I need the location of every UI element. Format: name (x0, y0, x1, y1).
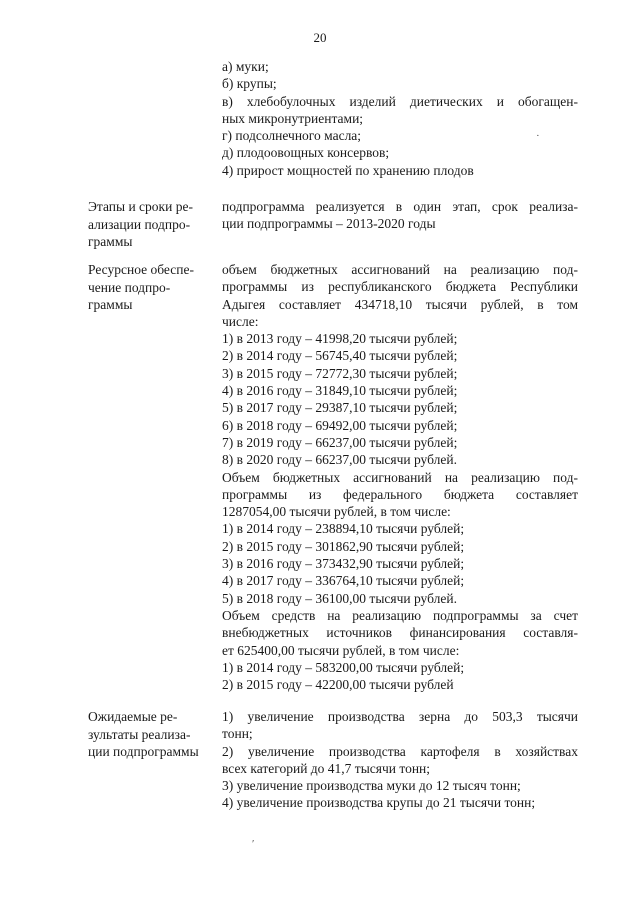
scan-speck: · (536, 130, 540, 142)
text-line: 4) в 2016 году – 31849,10 тысячи рублей; (222, 383, 458, 399)
results-content (222, 708, 578, 812)
text-line: 4) в 2017 году – 336764,10 тысячи рублей; (222, 573, 465, 589)
label-line: Этапы и сроки ре- (88, 199, 193, 214)
label-line: ции подпрограммы (88, 744, 199, 759)
text-line: 2) в 2014 году – 56745,40 тысячи рублей; (222, 348, 458, 364)
label-line: чение подпро- (88, 279, 171, 295)
text-line: 2) в 2015 году – 301862,90 тысячи рублей; (222, 538, 465, 554)
page-number: 20 (313, 30, 327, 45)
text-line: 3) в 2016 году – 373432,90 тысячи рублей; (222, 556, 465, 572)
list-item: в) хлебобулочных изделий диетических и обогащен- (222, 93, 578, 109)
top-list (222, 58, 578, 179)
list-item: 4) прирост мощностей по хранению плодов (222, 162, 474, 178)
text-line: 2) увеличение производства картофеля в хозяйствах (222, 743, 578, 759)
text-line: 1) увеличение производства зерна до 503,3 тысячи (222, 709, 578, 724)
text-line: ции подпрограммы – 2013-2020 годы (222, 216, 436, 232)
list-item: ных микронутриентами; (222, 110, 364, 126)
label-line: Ожидаемые ре- (88, 709, 178, 724)
text-line: 1) в 2013 году – 41998,20 тысячи рублей; (222, 331, 458, 347)
text-line: 3) в 2015 году – 72772,30 тысячи рублей; (222, 365, 458, 381)
list-item: а) муки; (222, 59, 269, 74)
text-line: 5) в 2017 году – 29387,10 тысячи рублей; (222, 400, 458, 416)
resources-content (222, 261, 578, 693)
text-line: числе: (222, 313, 259, 329)
text-line: 8) в 2020 году – 66237,00 тысячи рублей. (222, 452, 457, 468)
results-label (88, 708, 206, 761)
text-line: программы из федерального бюджета составляет (222, 486, 578, 502)
text-line: 1) в 2014 году – 583200,00 тысячи рублей; (222, 659, 465, 675)
text-line: 6) в 2018 году – 69492,00 тысячи рублей; (222, 417, 458, 433)
text-line: 5) в 2018 году – 36100,00 тысячи рублей. (222, 590, 457, 606)
label-line: граммы (88, 234, 133, 249)
list-item: г) подсолнечного масла; (222, 128, 362, 144)
list-item: б) крупы; (222, 76, 277, 92)
stages-label (88, 198, 206, 251)
text-line: 7) в 2019 году – 66237,00 тысячи рублей; (222, 434, 458, 450)
label-line: зультаты реализа- (88, 726, 191, 742)
text-line: объем бюджетных ассигнований на реализацию под- (222, 262, 578, 277)
text-line: Адыгея составляет 434718,10 тысячи рублей, в том (222, 296, 578, 312)
label-line: ализации подпро- (88, 216, 191, 232)
text-line: ет 625400,00 тысячи рублей, в том числе: (222, 642, 460, 658)
text-line: внебюджетных источников финансирования составля- (222, 625, 578, 641)
resources-label (88, 261, 206, 314)
text-line: 1) в 2014 году – 238894,10 тысячи рублей; (222, 521, 465, 537)
label-line: Ресурсное обеспе- (88, 262, 194, 277)
text-line: Объем средств на реализацию подпрограммы за счет (222, 607, 578, 623)
text-line: подпрограмма реализуется в один этап, срок реализа- (222, 199, 578, 214)
text-line: всех категорий до 41,7 тысячи тонн; (222, 760, 431, 776)
text-line: тонн; (222, 726, 253, 742)
text-line: 3) увеличение производства муки до 12 тысяч тонн; (222, 778, 521, 794)
stages-content (222, 198, 578, 233)
text-line: Объем бюджетных ассигнований на реализацию под- (222, 469, 578, 485)
scan-speck: ′ (252, 838, 255, 850)
label-line: граммы (88, 297, 133, 312)
text-line: 1287054,00 тысячи рублей, в том числе: (222, 504, 451, 520)
text-line: 2) в 2015 году – 42200,00 тысячи рублей (222, 677, 454, 693)
list-item: д) плодоовощных консервов; (222, 145, 390, 161)
text-line: программы из республиканского бюджета Республики (222, 279, 578, 295)
text-line: 4) увеличение производства крупы до 21 тысячи тонн; (222, 795, 536, 811)
